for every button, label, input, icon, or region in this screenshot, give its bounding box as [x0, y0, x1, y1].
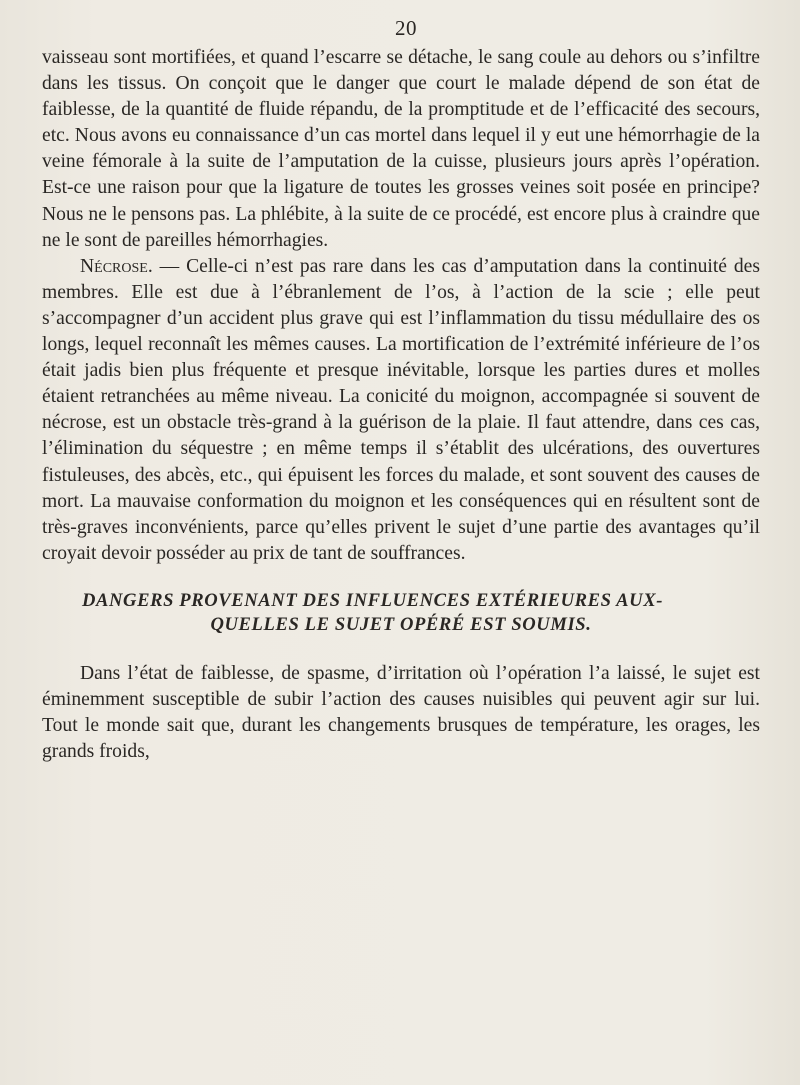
paragraph-necrosis-body: — Celle-ci n’est pas rare dans les cas d’amputation dans la continuité des membres. Elle est due à l’ébranlement de l’os, à l’action de la scie ; elle peut s’accompagner d’un accident plus grave qui est l’inflammation du tissu médullaire des os longs, lequel reconnaît les mêmes causes. La mortification de l’extrémité inférieure de l’os était jadis bien plus fréquente et presque inévitable, lorsque les parties dures et molles étaient retranchées au même niveau. La conicité du moignon, accompagnée si souvent de nécrose, est un obstacle très-grand à la guérison de la plaie. Il faut attendre, dans ces cas, l’élimination du séquestre ; en même temps il s’établit des ulcérations, des ouvertures fistuleuses, des abcès, etc., qui épuisent les forces du malade, et sont souvent des causes de mort. La mauvaise conformation du moignon et les conséquences qui en résultent sont de très-graves inconvénients, parce qu’elles privent le sujet d’une partie des avantages qu’il croyait devoir posséder au prix de tant de souffrances.: [42, 255, 760, 564]
paragraph-external-influences: Dans l’état de faiblesse, de spasme, d’irritation où l’opération l’a laissé, le sujet est éminemment susceptible de subir l’action des causes nuisibles qui peuvent agir sur lui. Tout le monde sait que, durant les changements brusques de température, les orages, les grands froids,: [42, 662, 760, 763]
paragraph-hemorrhage: vaisseau sont mortifiées, et quand l’escarre se détache, le sang coule au dehors ou s’infiltre dans les tissus. On conçoit que le danger que court le malade dépend de son état de faiblesse, de la quantité de fluide répandu, de la promptitude et de l’efficacité des secours, etc. Nous avons eu connaissance d’un cas mortel dans lequel il y eut une hémorrhagie de la veine fémorale à la suite de l’amputation de la cuisse, plusieurs jours après l’opération. Est-ce une raison pour que la ligature de toutes les grosses veines soit posée en principe? Nous ne le pensons pas. La phlébite, à la suite de ce procédé, est encore plus à craindre que ne le sont de pareilles hémorrhagies.: [42, 47, 760, 251]
section-heading-line-1: DANGERS PROVENANT DES INFLUENCES EXTÉRIEURES AUX-: [82, 589, 663, 611]
term-necrose: Nécrose.: [80, 255, 153, 277]
section-heading: [42, 589, 760, 637]
paragraph-necrosis: [42, 254, 760, 567]
page-number: 20: [395, 16, 417, 40]
section-heading-line-2: QUELLES LE SUJET OPÉRÉ EST SOUMIS.: [210, 613, 592, 635]
